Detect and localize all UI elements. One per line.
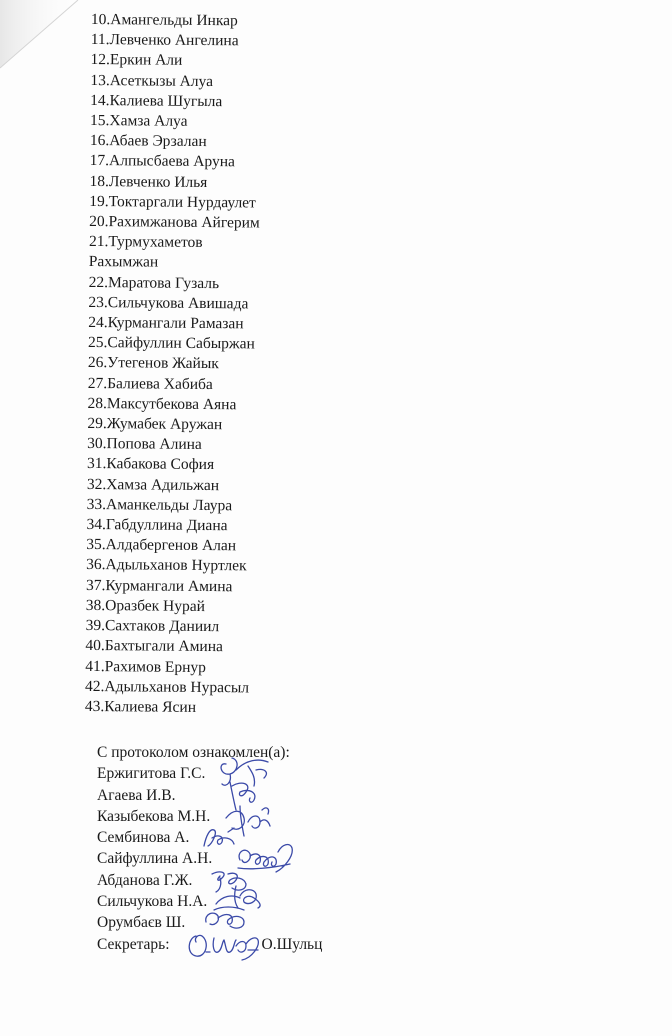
acknowledgement-block: [97, 742, 322, 955]
signatory-name: Агаева И.В.: [97, 786, 176, 804]
signatory-name: Ержигитова Г.С.: [97, 765, 206, 783]
list-item: 35.Алдабергенов Алан: [86, 536, 237, 555]
list-item: 17.Алпысбаева Аруна: [89, 152, 236, 171]
list-item: Рахымжан: [88, 253, 159, 272]
signatory-name: Казыбекова М.Н.: [97, 807, 211, 825]
secretary-name: О.Шульц: [261, 935, 323, 953]
secretary-label: Секретарь:: [97, 935, 170, 953]
list-item: 40.Бахтыгали Амина: [85, 637, 223, 656]
list-item: 37.Курмангали Амина: [85, 576, 233, 595]
list-item: 23.Сильчукова Авишада: [88, 293, 249, 313]
list-item: 20.Рахимжанова Айгерим: [89, 213, 260, 232]
list-item: 30.Попова Алина: [87, 435, 202, 454]
signatory-name: Сильчукова Н.А.: [97, 893, 208, 911]
list-item: 29.Жумабек Аружан: [87, 415, 223, 434]
list-item: 43.Калиева Ясин: [84, 697, 197, 716]
list-item: 33.Аманкельды Лаура: [86, 495, 233, 515]
signatory-name: Сайфуллина А.Н.: [97, 850, 213, 868]
student-list: [85, 10, 262, 719]
acknowledgement-heading: С протоколом ознакомлен(а):: [97, 744, 290, 761]
list-item: 13.Асеткызы Алуа: [90, 71, 214, 90]
list-item: 41.Рахимов Ернур: [85, 657, 207, 676]
list-item: 11.Левченко Ангелина: [90, 31, 239, 50]
list-item: 14.Калиева Шугыла: [90, 91, 223, 110]
list-item: 12.Еркин Али: [90, 51, 183, 70]
list-item: 28.Максутбекова Аяна: [87, 394, 237, 414]
list-item: 21.Турмухаметов: [88, 233, 203, 252]
list-item: 39.Сахтаков Даниил: [85, 617, 220, 636]
list-item: 42.Адыльханов Нурасыл: [85, 677, 250, 697]
list-item: 22.Маратова Гузаль: [88, 273, 220, 292]
list-item: 31.Кабакова София: [86, 455, 215, 474]
list-item: 18.Левченко Илья: [89, 172, 208, 191]
list-item: 34.Габдуллина Диана: [86, 516, 228, 535]
list-item: 25.Сайфуллин Сабыржан: [88, 334, 255, 353]
list-item: 32.Хамза Адильжан: [86, 475, 220, 494]
list-item: 10.Амангельды Инкар: [90, 10, 238, 30]
list-item: 36.Адыльханов Нуртлек: [86, 556, 247, 575]
signatory-name: Орумбаєв Ш.: [97, 914, 186, 932]
list-item: 19.Токтаргали Нурдаулет: [89, 192, 256, 212]
signatory-name: Абданова Г.Ж.: [97, 871, 193, 889]
list-item: 27.Балиева Хабиба: [87, 374, 213, 393]
list-item: 38.Оразбек Нурай: [85, 596, 206, 615]
list-item: 24.Курмангали Рамазан: [88, 314, 244, 333]
list-item: 16.Абаев Эрзалан: [89, 132, 207, 151]
secretary-line: [97, 934, 322, 955]
list-item: 26.Утегенов Жайык: [87, 354, 219, 373]
signatory-name: Сембинова А.: [97, 829, 190, 847]
list-item: 15.Хамза Алуа: [89, 112, 188, 130]
